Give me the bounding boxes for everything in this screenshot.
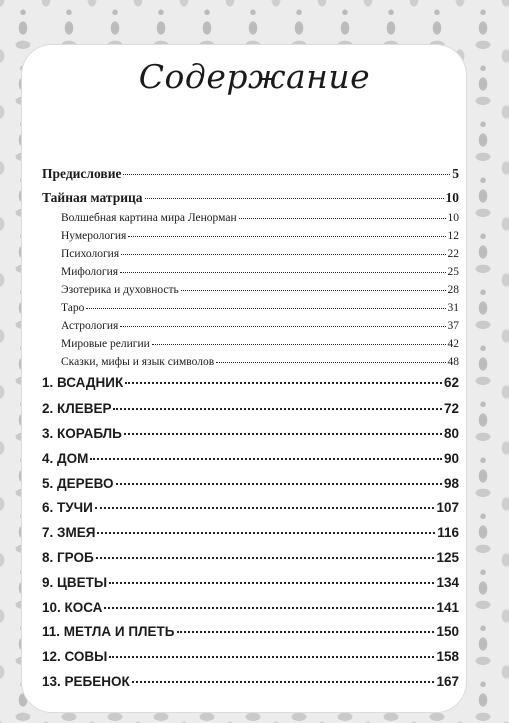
toc-card[interactable] bbox=[42, 600, 459, 615]
toc-section-matrix[interactable] bbox=[42, 190, 459, 206]
toc-page: 10 bbox=[447, 212, 459, 224]
leader-dots bbox=[152, 344, 446, 345]
toc-page: 107 bbox=[436, 500, 459, 515]
toc-label: Мировые религии bbox=[61, 338, 150, 350]
leader-dots bbox=[109, 656, 434, 658]
toc-label: Нумерология bbox=[61, 230, 127, 242]
toc-card[interactable] bbox=[42, 401, 459, 416]
toc-page: 25 bbox=[447, 266, 459, 278]
leader-dots bbox=[109, 582, 434, 584]
toc-card[interactable] bbox=[42, 500, 459, 515]
leader-dots bbox=[128, 236, 445, 237]
leader-dots bbox=[90, 458, 442, 460]
leader-dots bbox=[96, 557, 435, 559]
leader-dots bbox=[145, 198, 444, 199]
toc-page: 62 bbox=[443, 375, 459, 390]
toc-label: 7. ЗМЕЯ bbox=[42, 525, 96, 540]
leader-dots bbox=[216, 362, 445, 363]
toc-page: 42 bbox=[447, 338, 459, 350]
toc-page: 141 bbox=[436, 600, 459, 615]
toc-page: 90 bbox=[443, 451, 459, 466]
leader-dots bbox=[132, 681, 435, 683]
toc-page: 134 bbox=[436, 575, 459, 590]
toc-page: 31 bbox=[447, 302, 459, 314]
toc-card[interactable] bbox=[42, 525, 459, 540]
leader-dots bbox=[121, 254, 445, 255]
toc-page: 10 bbox=[445, 190, 459, 205]
toc-label: Тайная матрица bbox=[42, 190, 143, 205]
toc-card[interactable] bbox=[42, 624, 459, 639]
toc-card[interactable] bbox=[42, 476, 459, 491]
toc-page: 72 bbox=[443, 401, 459, 416]
leader-dots bbox=[86, 308, 445, 309]
leader-dots bbox=[239, 218, 446, 219]
toc-subsection[interactable] bbox=[42, 248, 459, 260]
toc-card[interactable] bbox=[42, 649, 459, 664]
toc-label: 13. РЕБЕНОК bbox=[42, 674, 130, 689]
toc-card[interactable] bbox=[42, 550, 459, 565]
leader-dots bbox=[97, 532, 435, 534]
toc-label: 9. ЦВЕТЫ bbox=[42, 575, 108, 590]
toc-page: 158 bbox=[436, 649, 459, 664]
toc-subsection[interactable] bbox=[42, 212, 459, 224]
toc-label: 8. ГРОБ bbox=[42, 550, 94, 565]
leader-dots bbox=[116, 483, 442, 485]
page-title: Содержание bbox=[138, 57, 371, 96]
leader-dots bbox=[95, 507, 435, 509]
toc-label: Волшебная картина мира Ленорман bbox=[61, 212, 237, 224]
toc-card[interactable] bbox=[42, 375, 459, 390]
toc-subsection[interactable] bbox=[42, 320, 459, 332]
leader-dots bbox=[104, 607, 434, 609]
toc-label: 6. ТУЧИ bbox=[42, 500, 93, 515]
toc-subsection[interactable] bbox=[42, 338, 459, 350]
toc-label: Астрология bbox=[61, 320, 119, 332]
toc-label: 5. ДЕРЕВО bbox=[42, 476, 114, 491]
toc-subsection[interactable] bbox=[42, 230, 459, 242]
toc-page: 28 bbox=[447, 284, 459, 296]
toc-label: 4. ДОМ bbox=[42, 451, 89, 466]
leader-dots bbox=[123, 174, 450, 175]
toc-subsection[interactable] bbox=[42, 284, 459, 296]
leader-dots bbox=[120, 272, 445, 273]
toc-label: Психология bbox=[61, 248, 120, 260]
toc-page: 167 bbox=[436, 674, 459, 689]
leader-dots bbox=[177, 631, 435, 633]
toc-page: 22 bbox=[447, 248, 459, 260]
toc-section-preface[interactable] bbox=[42, 166, 459, 182]
toc-label: Таро bbox=[61, 302, 85, 314]
toc-page: 12 bbox=[447, 230, 459, 242]
toc-page: 80 bbox=[443, 426, 459, 441]
toc-label: Предисловие bbox=[42, 166, 122, 181]
toc-label: 1. ВСАДНИК bbox=[42, 375, 124, 390]
toc-label: Мифология bbox=[61, 266, 119, 278]
toc-label: 3. КОРАБЛЬ bbox=[42, 426, 122, 441]
toc-label: 2. КЛЕВЕР bbox=[42, 401, 112, 416]
toc-subsection[interactable] bbox=[42, 266, 459, 278]
toc-card[interactable] bbox=[42, 674, 459, 689]
toc-subsection[interactable] bbox=[42, 356, 459, 368]
toc-page: 98 bbox=[443, 476, 459, 491]
toc-label: 11. МЕТЛА И ПЛЕТЬ bbox=[42, 624, 175, 639]
toc-page: 116 bbox=[437, 525, 459, 540]
leader-dots bbox=[125, 382, 442, 384]
toc-page: 125 bbox=[436, 550, 459, 565]
leader-dots bbox=[124, 433, 442, 435]
toc-card[interactable] bbox=[42, 575, 459, 590]
leader-dots bbox=[181, 290, 446, 291]
toc-label: 12. СОВЫ bbox=[42, 649, 108, 664]
toc-label: Сказки, мифы и язык символов bbox=[61, 356, 215, 368]
toc-subsection[interactable] bbox=[42, 302, 459, 314]
toc-page: 150 bbox=[436, 624, 459, 639]
toc-page: 37 bbox=[447, 320, 459, 332]
toc-page: 5 bbox=[452, 166, 459, 181]
toc-card[interactable] bbox=[42, 426, 459, 441]
leader-dots bbox=[113, 408, 441, 410]
toc-label: Эзотерика и духовность bbox=[61, 284, 179, 296]
toc-card[interactable] bbox=[42, 451, 459, 466]
toc-label: 10. КОСА bbox=[42, 600, 103, 615]
leader-dots bbox=[120, 326, 445, 327]
toc-page: 48 bbox=[447, 356, 459, 368]
